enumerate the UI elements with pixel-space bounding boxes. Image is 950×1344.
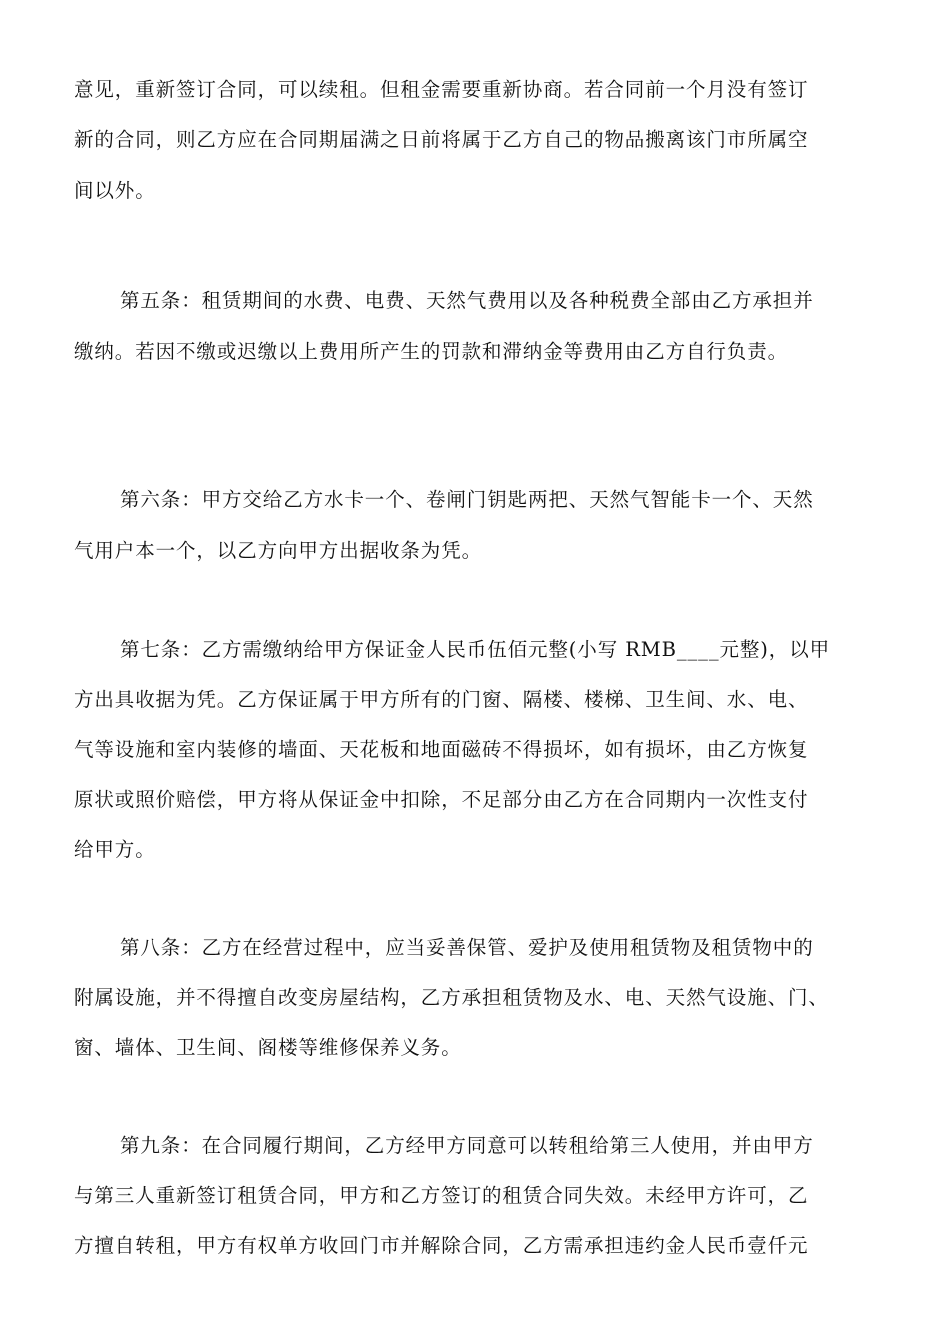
paragraph-line: 新的合同，则乙方应在合同期届满之日前将属于乙方自己的物品搬离该门市所属空 [74, 128, 809, 151]
article-6-first-line: 第六条：甲方交给乙方水卡一个、卷闸门钥匙两把、天然气智能卡一个、天然 [120, 488, 814, 511]
paragraph-line: 间以外。 [74, 179, 156, 202]
article-8-first-line: 第八条：乙方在经营过程中，应当妥善保管、爱护及使用租赁物及租赁物中的 [120, 936, 814, 959]
paragraph-line: 意见，重新签订合同，可以续租。但租金需要重新协商。若合同前一个月没有签订 [74, 78, 809, 101]
article-5-first-line: 第五条：租赁期间的水费、电费、天然气费用以及各种税费全部由乙方承担并 [120, 289, 814, 312]
paragraph-line: 附属设施，并不得擅自改变房屋结构，乙方承担租赁物及水、电、天然气设施、门、 [74, 986, 829, 1009]
paragraph-line: 与第三人重新签订租赁合同，甲方和乙方签订的租赁合同失效。未经甲方许可，乙 [74, 1184, 809, 1207]
paragraph-line: 气用户本一个，以乙方向甲方出据收条为凭。 [74, 539, 483, 562]
paragraph-line: 缴纳。若因不缴或迟缴以上费用所产生的罚款和滞纳金等费用由乙方自行负责。 [74, 340, 789, 363]
paragraph-line: 窗、墙体、卫生间、阁楼等维修保养义务。 [74, 1036, 462, 1059]
article-7-first-line: 第七条：乙方需缴纳给甲方保证金人民币伍佰元整(小写 RMB____元整)，以甲 [120, 638, 830, 661]
paragraph-line: 方出具收据为凭。乙方保证属于甲方所有的门窗、隔楼、楼梯、卫生间、水、电、 [74, 688, 809, 711]
paragraph-line: 气等设施和室内装修的墙面、天花板和地面磁砖不得损坏，如有损坏，由乙方恢复 [74, 738, 809, 761]
article-9-first-line: 第九条：在合同履行期间，乙方经甲方同意可以转租给第三人使用，并由甲方 [120, 1134, 814, 1157]
paragraph-line: 原状或照价赔偿，甲方将从保证金中扣除，不足部分由乙方在合同期内一次性支付 [74, 788, 809, 811]
paragraph-line: 给甲方。 [74, 838, 156, 861]
paragraph-line: 方擅自转租，甲方有权单方收回门市并解除合同，乙方需承担违约金人民币壹仟元 [74, 1234, 809, 1257]
